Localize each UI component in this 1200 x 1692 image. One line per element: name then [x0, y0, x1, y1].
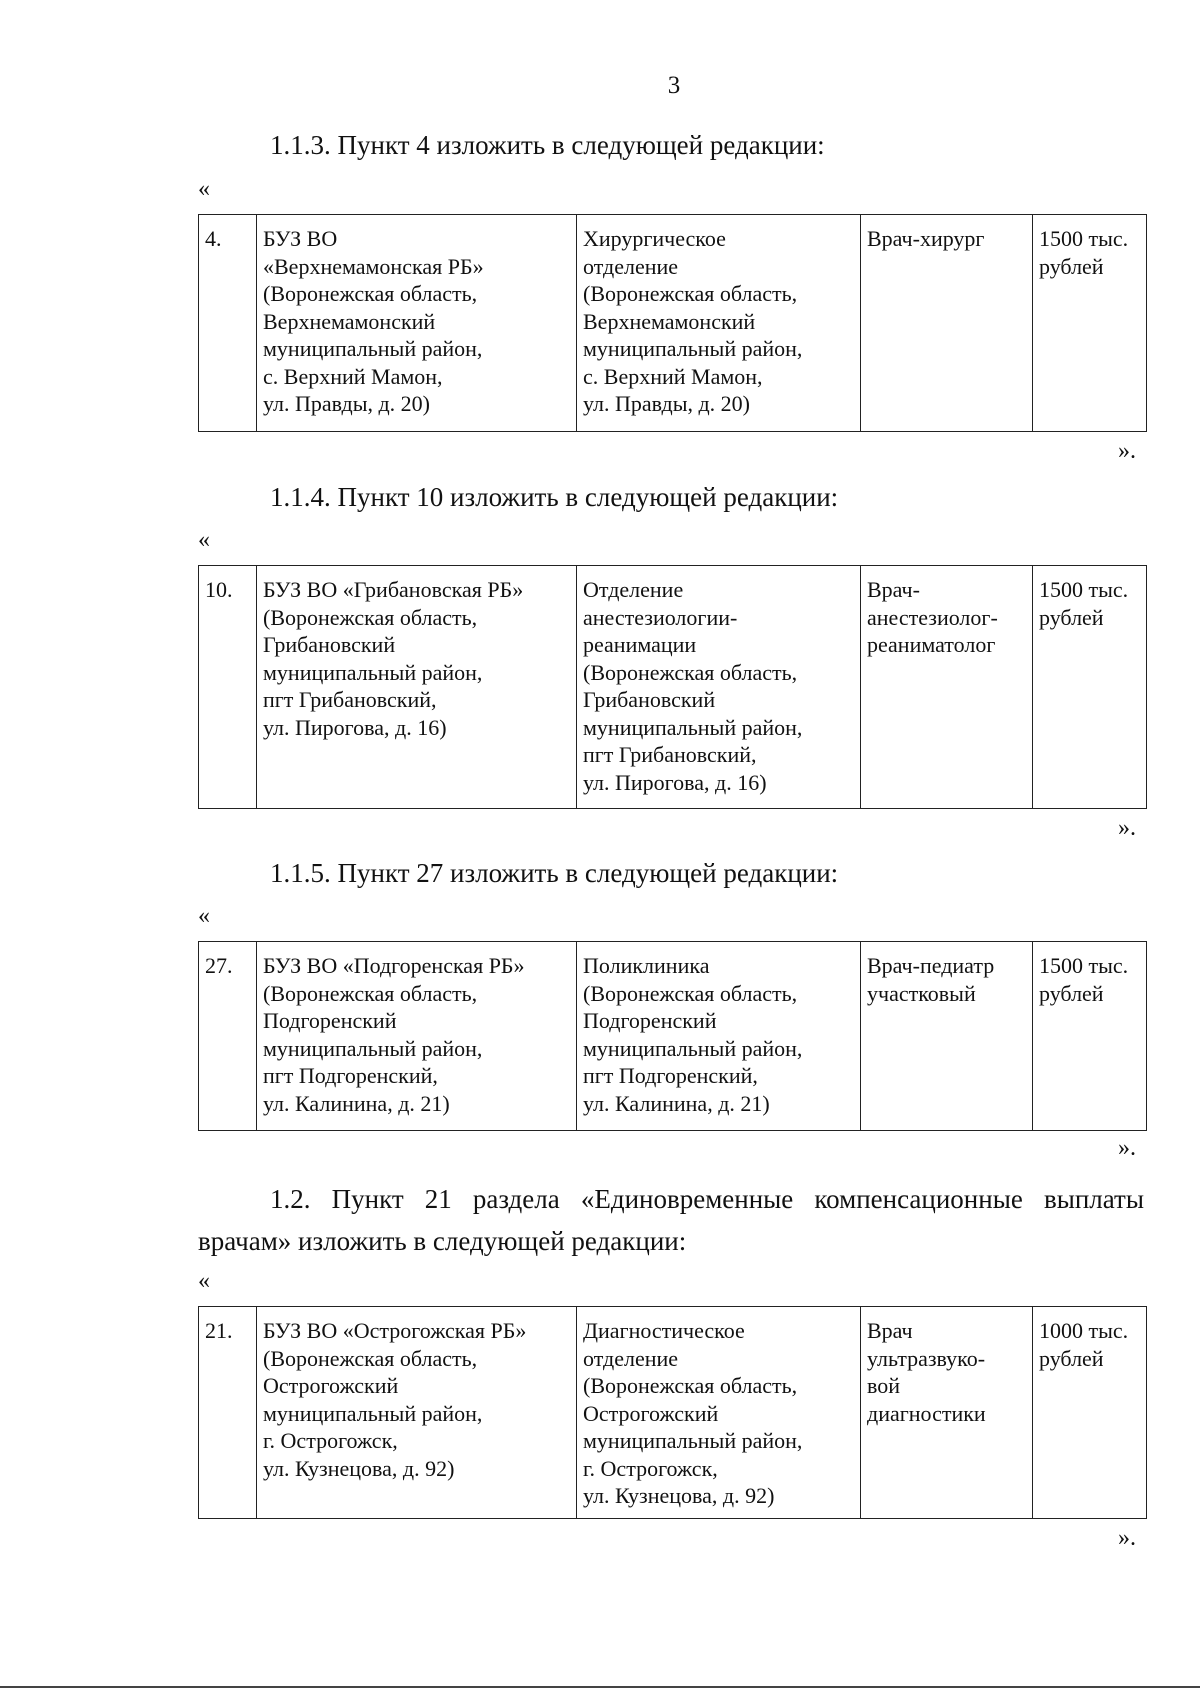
entry-table: [198, 214, 1147, 432]
close-quote: ».: [1118, 438, 1136, 464]
section-paragraph: [198, 1178, 1144, 1262]
table-row: [199, 566, 1147, 809]
open-quote: «: [198, 527, 210, 553]
row-number-cell: 10.: [199, 566, 257, 809]
open-quote: «: [198, 176, 210, 202]
department-cell: Отделение анестезиологии- реанимации (Воронежская область, Грибановский муниципальный район, пгт Грибановский, ул. Пирогова, д. 16): [577, 566, 861, 809]
amount-cell: 1500 тыс. рублей: [1033, 215, 1147, 432]
position-cell: Врач-хирург: [861, 215, 1033, 432]
institution-cell: БУЗ ВО «Подгоренская РБ» (Воронежская область, Подгоренский муниципальный район, пгт Подгоренский, ул. Калинина, д. 21): [257, 942, 577, 1131]
table-row: [199, 1307, 1147, 1519]
department-cell: Поликлиника (Воронежская область, Подгоренский муниципальный район, пгт Подгоренский, ул. Калинина, д. 21): [577, 942, 861, 1131]
page-bottom-rule: [0, 1686, 1200, 1688]
close-quote: ».: [1118, 1135, 1136, 1161]
open-quote: «: [198, 903, 210, 929]
row-number-cell: 4.: [199, 215, 257, 432]
section-heading: 1.1.5. Пункт 27 изложить в следующей редакции:: [270, 858, 839, 888]
close-quote: ».: [1118, 1525, 1136, 1551]
department-cell: Диагностическое отделение (Воронежская область, Острогожский муниципальный район, г. Острогожск, ул. Кузнецова, д. 92): [577, 1307, 861, 1519]
position-cell: Врач-педиатр участковый: [861, 942, 1033, 1131]
section-heading: 1.1.3. Пункт 4 изложить в следующей редакции:: [270, 130, 825, 160]
institution-cell: БУЗ ВО «Грибановская РБ» (Воронежская область, Грибановский муниципальный район, пгт Грибановский, ул. Пирогова, д. 16): [257, 566, 577, 809]
position-cell: Врач ультразвуко- вой диагностики: [861, 1307, 1033, 1519]
amount-cell: 1500 тыс. рублей: [1033, 942, 1147, 1131]
section-heading: 1.1.4. Пункт 10 изложить в следующей редакции:: [270, 482, 839, 512]
entry-table: [198, 565, 1147, 809]
row-number-cell: 27.: [199, 942, 257, 1131]
amount-cell: 1500 тыс. рублей: [1033, 566, 1147, 809]
institution-cell: БУЗ ВО «Верхнемамонская РБ» (Воронежская область, Верхнемамонский муниципальный район, с. Верхний Мамон, ул. Правды, д. 20): [257, 215, 577, 432]
paragraph-line: 1.2. Пункт 21 раздела «Единовременные компенсационные выплаты: [270, 1184, 1144, 1214]
position-cell: Врач- анестезиолог- реаниматолог: [861, 566, 1033, 809]
table-row: [199, 215, 1147, 432]
institution-cell: БУЗ ВО «Острогожская РБ» (Воронежская область, Острогожский муниципальный район, г. Острогожск, ул. Кузнецова, д. 92): [257, 1307, 577, 1519]
department-cell: Хирургическое отделение (Воронежская область, Верхнемамонский муниципальный район, с. Верхний Мамон, ул. Правды, д. 20): [577, 215, 861, 432]
page-number: 3: [667, 72, 681, 99]
open-quote: «: [198, 1268, 210, 1294]
close-quote: ».: [1118, 815, 1136, 841]
row-number-cell: 21.: [199, 1307, 257, 1519]
paragraph-line: врачам» изложить в следующей редакции:: [198, 1226, 687, 1256]
table-row: [199, 942, 1147, 1131]
entry-table: [198, 941, 1147, 1131]
amount-cell: 1000 тыс. рублей: [1033, 1307, 1147, 1519]
entry-table: [198, 1306, 1147, 1519]
